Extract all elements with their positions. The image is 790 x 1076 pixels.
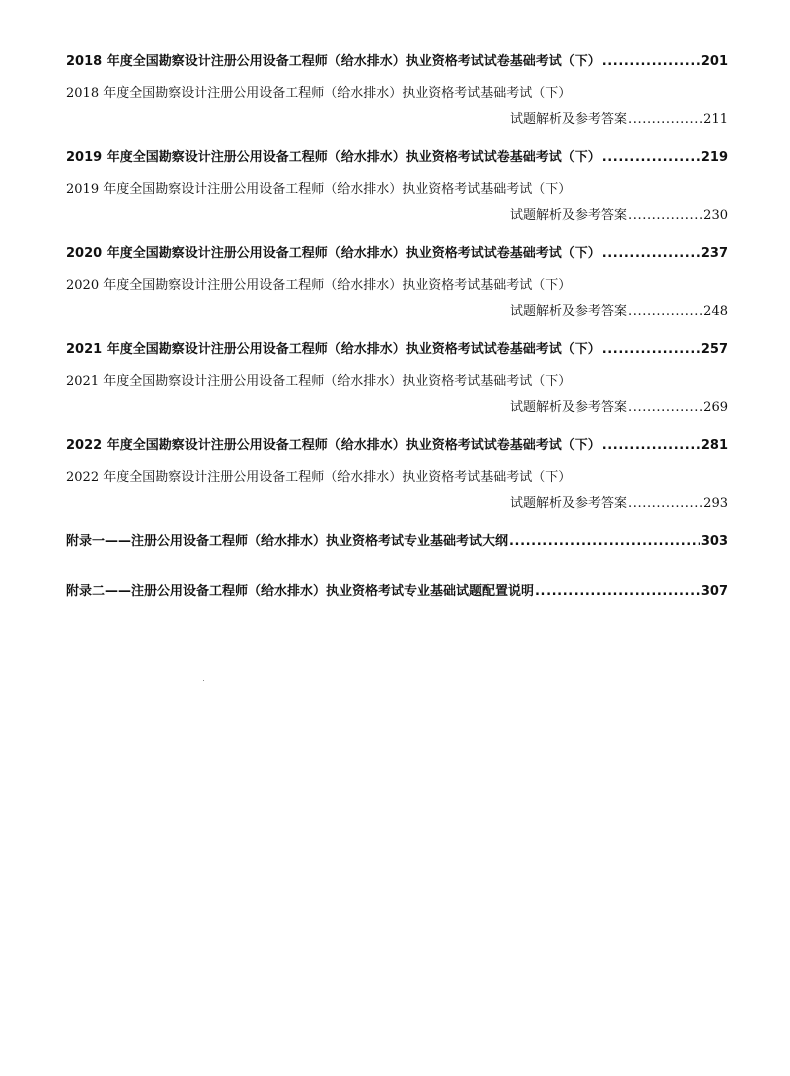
toc-entry-title: 2020 年度全国勘察设计注册公用设备工程师（给水排水）执业资格考试基础考试（下） (66, 278, 572, 293)
toc-page-number: 219 (700, 150, 728, 165)
toc-entry-title: 2020 年度全国勘察设计注册公用设备工程师（给水排水）执业资格考试试卷基础考试（下） (66, 246, 601, 261)
toc-entry-subtitle: 试题解析及参考答案 (510, 304, 628, 319)
toc-page-number: 307 (700, 584, 728, 599)
toc-page-number: 201 (700, 54, 728, 69)
toc-entry-2021-exam[interactable] (66, 340, 728, 360)
table-of-contents (66, 52, 728, 602)
toc-entry-title: 2022 年度全国勘察设计注册公用设备工程师（给水排水）执业资格考试基础考试（下） (66, 470, 572, 485)
toc-entry-title: 附录一——注册公用设备工程师（给水排水）执业资格考试专业基础考试大纲 (66, 534, 509, 549)
toc-page-number: 281 (700, 438, 728, 453)
toc-page-number: 269 (703, 400, 728, 415)
toc-leader-dots (535, 582, 700, 602)
toc-page-number: 211 (703, 112, 728, 127)
toc-leader-dots (602, 244, 700, 264)
toc-entry-subtitle: 试题解析及参考答案 (510, 208, 628, 223)
toc-entry-title: 2018 年度全国勘察设计注册公用设备工程师（给水排水）执业资格考试基础考试（下） (66, 86, 572, 101)
toc-page-number: 237 (700, 246, 728, 261)
toc-entry-title: 2021 年度全国勘察设计注册公用设备工程师（给水排水）执业资格考试试卷基础考试（下） (66, 342, 601, 357)
toc-entry-appendix-2[interactable] (66, 582, 728, 602)
toc-entry-2022-exam[interactable] (66, 436, 728, 456)
toc-entry-subtitle: 试题解析及参考答案 (510, 112, 628, 127)
toc-entry-2019-answers[interactable] (66, 180, 728, 226)
toc-entry-2022-answers[interactable] (66, 468, 728, 514)
toc-entry-title: 附录二——注册公用设备工程师（给水排水）执业资格考试专业基础试题配置说明 (66, 584, 535, 599)
toc-entry-2020-exam[interactable] (66, 244, 728, 264)
toc-leader-dots (628, 206, 702, 226)
toc-entry-2018-exam[interactable] (66, 52, 728, 72)
toc-page-number: 293 (703, 496, 728, 511)
scan-speck (203, 680, 204, 681)
toc-leader-dots (628, 494, 702, 514)
toc-leader-dots (628, 302, 702, 322)
toc-entry-2021-answers[interactable] (66, 372, 728, 418)
toc-entry-2019-exam[interactable] (66, 148, 728, 168)
toc-entry-2018-answers[interactable] (66, 84, 728, 130)
toc-entry-2020-answers[interactable] (66, 276, 728, 322)
toc-leader-dots (509, 532, 700, 552)
toc-page-number: 230 (703, 208, 728, 223)
toc-entry-title: 2019 年度全国勘察设计注册公用设备工程师（给水排水）执业资格考试试卷基础考试（下） (66, 150, 601, 165)
toc-page-number: 248 (703, 304, 728, 319)
toc-leader-dots (628, 110, 702, 130)
toc-leader-dots (628, 398, 702, 418)
toc-entry-title: 2021 年度全国勘察设计注册公用设备工程师（给水排水）执业资格考试基础考试（下） (66, 374, 572, 389)
toc-leader-dots (602, 148, 700, 168)
toc-leader-dots (602, 340, 700, 360)
toc-entry-subtitle: 试题解析及参考答案 (510, 496, 628, 511)
toc-page-number: 303 (700, 534, 728, 549)
toc-entry-title: 2019 年度全国勘察设计注册公用设备工程师（给水排水）执业资格考试基础考试（下） (66, 182, 572, 197)
toc-entry-subtitle: 试题解析及参考答案 (510, 400, 628, 415)
toc-entry-title: 2022 年度全国勘察设计注册公用设备工程师（给水排水）执业资格考试试卷基础考试（下） (66, 438, 601, 453)
toc-leader-dots (602, 436, 700, 456)
toc-leader-dots (602, 52, 700, 72)
toc-page-number: 257 (700, 342, 728, 357)
toc-entry-appendix-1[interactable] (66, 532, 728, 552)
toc-entry-title: 2018 年度全国勘察设计注册公用设备工程师（给水排水）执业资格考试试卷基础考试（下） (66, 54, 601, 69)
